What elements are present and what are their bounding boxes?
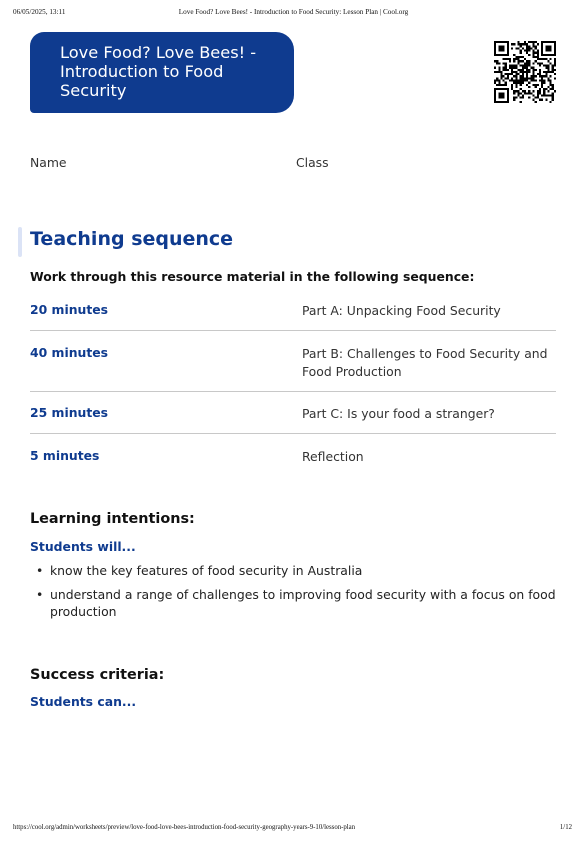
sequence-row xyxy=(30,302,556,331)
teaching-sequence-heading: Teaching sequence xyxy=(30,228,234,250)
sequence-row xyxy=(30,345,556,392)
sequence-row xyxy=(30,448,556,468)
lesson-title-line: Love Food? Love Bees! - xyxy=(60,43,257,62)
sequence-part: Part B: Challenges to Food Security and Food Production xyxy=(302,346,548,379)
print-page-title: Love Food? Love Bees! - Introduction to Food Security: Lesson Plan | Cool.org xyxy=(178,8,409,16)
sequence-part: Part C: Is your food a stranger? xyxy=(302,406,495,421)
class-field-label: Class xyxy=(296,155,329,170)
sequence-part: Reflection xyxy=(302,449,364,464)
learning-intentions-heading: Learning intentions: xyxy=(30,511,195,527)
sequence-intro: Work through this resource material in the following sequence: xyxy=(30,269,475,284)
print-header xyxy=(13,8,574,20)
lesson-title-line: Introduction to Food xyxy=(60,62,224,81)
success-criteria-subheading: Students can... xyxy=(30,694,137,709)
learning-intentions-list xyxy=(30,562,556,627)
sequence-part: Part A: Unpacking Food Security xyxy=(302,303,501,318)
print-datetime: 06/05/2025, 13:11 xyxy=(13,8,66,16)
sequence-row xyxy=(30,405,556,434)
sequence-duration: 40 minutes xyxy=(30,345,109,360)
success-criteria-heading: Success criteria: xyxy=(30,667,165,683)
name-field-label: Name xyxy=(30,155,67,170)
print-page-number: 1/12 xyxy=(559,824,572,831)
list-item: • understand a range of challenges to improving food security with a focus on food production xyxy=(30,586,556,620)
qr-code-icon xyxy=(494,41,556,103)
lesson-title-line: Security xyxy=(60,81,127,100)
heading-accent-bar xyxy=(18,227,22,257)
print-footer-url: https://cool.org/admin/worksheets/preview/love-food-love-bees-introduction-food-security-geography-years-9-10/lesson-plan xyxy=(13,824,356,831)
learning-intentions-subheading: Students will... xyxy=(30,539,136,554)
list-item: • know the key features of food security in Australia xyxy=(30,562,556,579)
sequence-duration: 25 minutes xyxy=(30,405,109,420)
sequence-duration: 5 minutes xyxy=(30,448,100,463)
sequence-duration: 20 minutes xyxy=(30,302,109,317)
lesson-title-banner xyxy=(30,32,294,113)
